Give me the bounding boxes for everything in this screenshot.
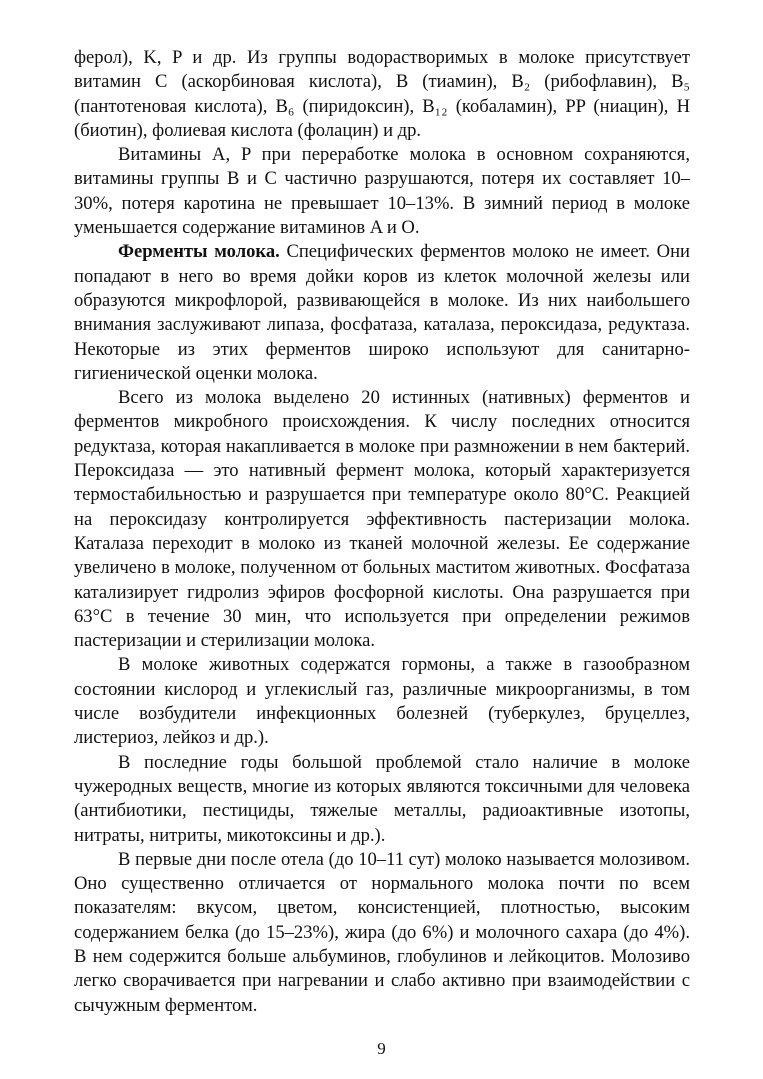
paragraph-text: ферол), K, P и др. Из группы водорастворимых в молоке присутствует витамин C (аскорбиновая кислота), B (тиамин), B₂ (рибофлавин), B₅ (пантотеновая кислота), B₆ (пиридоксин), B₁₂ (кобаламин), PP (ниацин), H (биотин), фолиевая кислота (фолацин) и др. — [74, 47, 690, 141]
paragraph-foreign-substances — [74, 751, 690, 848]
paragraph-text: Всего из молока выделено 20 истинных (нативных) ферментов и ферментов микробного происхождения. К числу последних относится редуктаза, которая накапливается в молоке при размножении в нем бактерий. Пероксидаза — это нативный фермент молока, который характеризуется термостабильностью и разрушается при температуре около 80°С. Реакцией на пероксидазу контролируется эффективность пастеризации молока. Каталаза переходит в молоко из тканей молочной железы. Ее содержание увеличено в молоке, полученном от больных маститом животных. Фосфатаза катализирует гидролиз эфиров фосфорной кислоты. Она разрушается при 63°С в течение 30 мин, что используется при определении режимов пастеризации и стерилизации молока. — [74, 387, 690, 652]
paragraph-hormones-gases — [74, 653, 690, 750]
paragraph-text: В молоке животных содержатся гормоны, а также в газообразном состоянии кислород и углекислый газ, различные микроорганизмы, в том числе возбудители инфекционных болезней (туберкулез, бруцеллез, листериоз, лейкоз и др.). — [74, 654, 690, 749]
paragraph-native-enzymes — [74, 386, 690, 653]
paragraph-text: Витамины A, P при переработке молока в основном сохраняются, витамины группы B и C частично разрушаются, потеря их составляет 10–30%, потеря каротина не превышает 10–13%. В зимний период в молоке уменьшается содержание витаминов A и O. — [74, 144, 690, 239]
section-lead: Ферменты молока. — [118, 241, 280, 263]
paragraph-vitamins-list — [74, 46, 690, 143]
paragraph-vitamins-processing — [74, 143, 690, 240]
paragraph-colostrum — [74, 848, 690, 1018]
paragraph-milk-enzymes — [74, 240, 690, 386]
page-number: 9 — [377, 1039, 386, 1058]
paragraph-text: Специфических ферментов молоко не имеет. Они попадают в него во время дойки коров из клеток молочной железы или образуются микрофлорой, развивающейся в молоке. Из них наибольшего внимания заслуживают липаза, фосфатаза, каталаза, пероксидаза, редуктаза. Некоторые из этих ферментов широко используют для санитарно-гигиенической оценки молока. — [74, 241, 690, 384]
paragraph-text: В первые дни после отела (до 10–11 сут) молоко называется молозивом. Оно существенно отличается от нормального молока почти по всем показателям: вкусом, цветом, консистенцией, плотностью, высоким содержанием белка (до 15–23%), жира (до 6%) и молочного сахара (до 4%). В нем содержится больше альбуминов, глобулинов и лейкоцитов. Молозиво легко сворачивается при нагревании и слабо активно при взаимодействии с сычужным ферментом. — [74, 848, 690, 1016]
paragraph-text: В последние годы большой проблемой стало наличие в молоке чужеродных веществ, многие из которых являются токсичными для человека (антибиотики, пестициды, тяжелые металлы, радиоактивные изотопы, нитраты, нитриты, микотоксины и др.). — [74, 751, 690, 846]
